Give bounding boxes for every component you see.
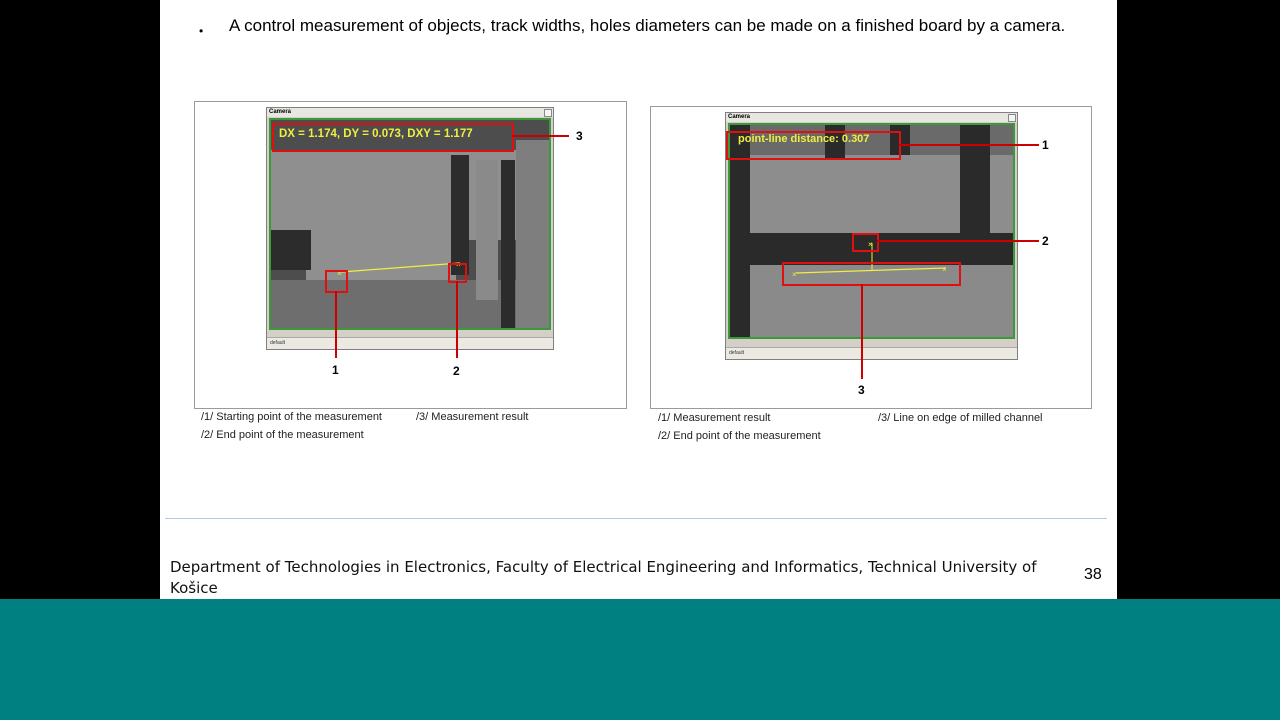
camera-window-title: Camera — [726, 113, 1017, 122]
callout-1-left: 1 — [332, 363, 339, 377]
callout-1-right: 1 — [1042, 138, 1049, 152]
camera-window-title: Camera — [267, 108, 553, 117]
highlight-box-2-right — [852, 233, 879, 252]
highlight-box-1-right — [726, 131, 901, 160]
caption-right-3: /3/ Line on edge of milled channel — [878, 412, 1043, 424]
figure-left — [194, 101, 627, 409]
svg-text:×: × — [456, 260, 461, 269]
leader-line-3-left — [512, 135, 569, 137]
footer-department: Department of Technologies in Electronics, Faculty of Electrical Engineering and Informatics, Technical University of Košice — [170, 558, 1037, 597]
footer-divider — [165, 518, 1107, 519]
bullet-text: A control measurement of objects, track widths, holes diameters can be made on a finished board by a camera. — [229, 16, 1066, 35]
close-icon — [1008, 114, 1016, 122]
callout-2-right: 2 — [1042, 234, 1049, 248]
svg-text:×: × — [792, 270, 797, 279]
bullet-marker: • — [199, 24, 204, 38]
callout-3-right: 3 — [858, 383, 865, 397]
leader-line-3-right — [861, 284, 863, 379]
slide — [160, 0, 1117, 599]
leader-line-1-right — [899, 144, 1039, 146]
page-number: 38 — [1084, 566, 1102, 583]
caption-left-2: /2/ End point of the measurement — [201, 429, 364, 441]
caption-left-3: /3/ Measurement result — [416, 411, 529, 423]
figure-right — [650, 106, 1092, 409]
svg-text:×: × — [337, 269, 342, 278]
leader-line-2-right — [877, 240, 1039, 242]
caption-left-1: /1/ Starting point of the measurement — [201, 411, 382, 423]
callout-2-left: 2 — [453, 364, 460, 378]
measurement-readout-left: DX = 1.174, DY = 0.073, DXY = 1.177 — [279, 128, 473, 140]
close-icon — [544, 109, 552, 117]
caption-right-1: /1/ Measurement result — [658, 412, 771, 424]
caption-right-2: /2/ End point of the measurement — [658, 430, 821, 442]
bottom-teal-bar — [0, 599, 1280, 720]
highlight-box-3-right — [782, 262, 961, 286]
highlight-box-1-left — [325, 270, 348, 293]
measurement-readout-right: point-line distance: 0.307 — [738, 133, 870, 145]
svg-text:×: × — [868, 240, 873, 249]
highlight-box-3-left — [272, 123, 514, 152]
highlight-box-2-left — [448, 263, 467, 283]
svg-text:×: × — [942, 265, 947, 274]
camera-status-left: default — [267, 337, 553, 349]
leader-line-2-left — [456, 281, 458, 358]
camera-status-right: default — [726, 347, 1017, 359]
leader-line-1-left — [335, 291, 337, 358]
callout-3-left: 3 — [576, 129, 583, 143]
